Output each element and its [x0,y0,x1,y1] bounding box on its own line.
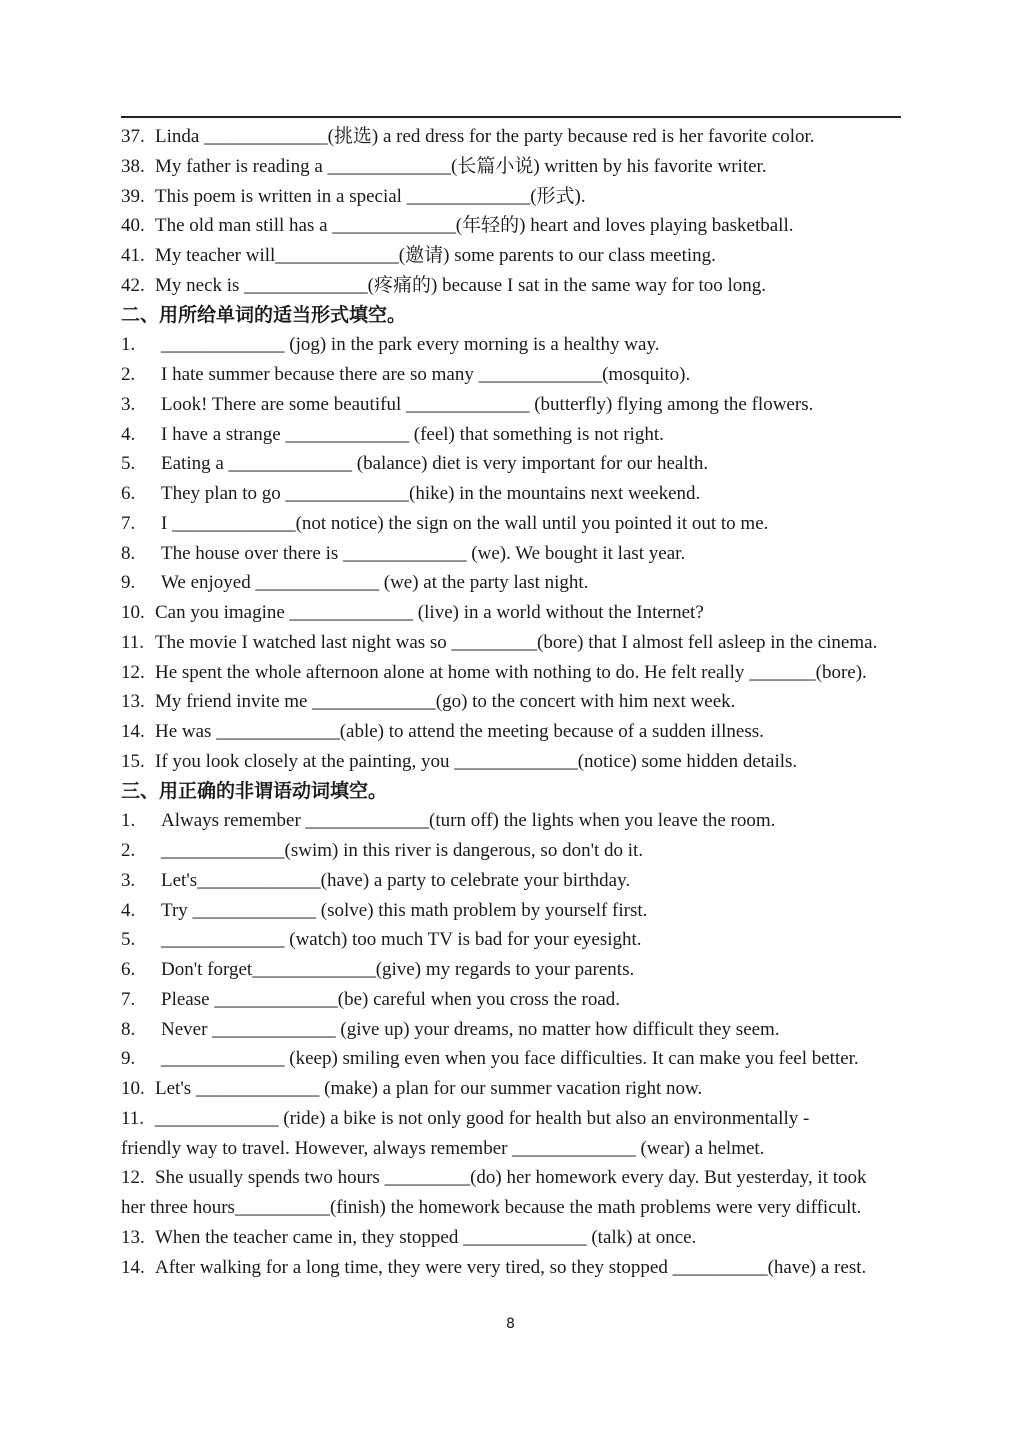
exercise-item: 40. The old man still has a _____________(年轻的) heart and loves playing basketball. [121,215,794,237]
exercise-item: 1. Always remember _____________(turn off) the lights when you leave the room. [121,810,776,832]
exercise-item: 13. When the teacher came in, they stopped _____________ (talk) at once. [121,1226,697,1248]
exercise-content [121,122,911,1282]
exercise-item: 3. Look! There are some beautiful _____________ (butterfly) flying among the flowers. [121,393,814,415]
exercise-item: 37. Linda _____________(挑选) a red dress for the party because red is her favorite color. [121,126,815,147]
exercise-item: 10. Let's _____________ (make) a plan for our summer vacation right now. [121,1078,703,1099]
exercise-item: 8. Never _____________ (give up) your dreams, no matter how difficult they seem. [121,1018,780,1040]
exercise-item: 5. Eating a _____________ (balance) diet is very important for our health. [121,453,709,475]
exercise-item: 7. I _____________(not notice) the sign on the wall until you pointed it out to me. [121,512,769,534]
exercise-item: 14. After walking for a long time, they were very tired, so they stopped __________(have) a rest. [121,1256,867,1278]
exercise-item: 9. _____________ (keep) smiling even when you face difficulties. It can make you feel better. [121,1048,859,1070]
top-rule [121,116,901,118]
section-heading: 三、用正确的非谓语动词填空。 [121,779,388,802]
section-heading: 二、用所给单词的适当形式填空。 [121,303,407,326]
exercise-item: 6. Don't forget_____________(give) my regards to your parents. [121,959,635,980]
exercise-item: 38. My father is reading a _____________(长篇小说) written by his favorite writer. [121,155,767,177]
exercise-item: 6. They plan to go _____________(hike) in the mountains next weekend. [121,483,701,504]
exercise-item: 42. My neck is _____________(疼痛的) because I sat in the same way for too long. [121,274,767,296]
exercise-item: 8. The house over there is _____________ (we). We bought it last year. [121,542,686,564]
exercise-item-continuation: her three hours__________(finish) the homework because the math problems were very difficult. [121,1197,862,1218]
page-number: 8 [506,1316,515,1332]
exercise-item: 10. Can you imagine _____________ (live) in a world without the Internet? [121,602,704,623]
exercise-item: 3. Let's_____________(have) a party to celebrate your birthday. [121,869,631,891]
exercise-item: 7. Please _____________(be) careful when you cross the road. [121,988,621,1010]
exercise-item: 5. _____________ (watch) too much TV is bad for your eyesight. [121,929,642,951]
exercise-item: 9. We enjoyed _____________ (we) at the party last night. [121,572,589,594]
exercise-item: 1. _____________ (jog) in the park every morning is a healthy way. [121,334,660,356]
exercise-item: 14. He was _____________(able) to attend the meeting because of a sudden illness. [121,721,764,742]
exercise-item-continuation: friendly way to travel. However, always remember _____________ (wear) a helmet. [121,1137,765,1159]
exercise-item: 11. The movie I watched last night was so _________(bore) that I almost fell asleep in the cinema. [121,631,878,653]
exercise-item: 15. If you look closely at the painting, you _____________(notice) some hidden details. [121,750,798,772]
exercise-item: 12. He spent the whole afternoon alone at home with nothing to do. He felt really _______(bore). [121,661,867,683]
exercise-item: 11. _____________ (ride) a bike is not only good for health but also an environmentally - [121,1107,810,1129]
exercise-item: 4. I have a strange _____________ (feel) that something is not right. [121,423,664,445]
exercise-item: 41. My teacher will_____________(邀请) some parents to our class meeting. [121,245,716,266]
exercise-item: 4. Try _____________ (solve) this math problem by yourself first. [121,899,648,921]
exercise-item: 12. She usually spends two hours _________(do) her homework every day. But yesterday, it took [121,1167,867,1189]
exercise-item: 2. _____________(swim) in this river is dangerous, so don't do it. [121,840,644,861]
exercise-item: 39. This poem is written in a special _____________(形式). [121,185,586,207]
exercise-item: 13. My friend invite me _____________(go) to the concert with him next week. [121,691,736,713]
exercise-item: 2. I hate summer because there are so many _____________(mosquito). [121,364,691,385]
